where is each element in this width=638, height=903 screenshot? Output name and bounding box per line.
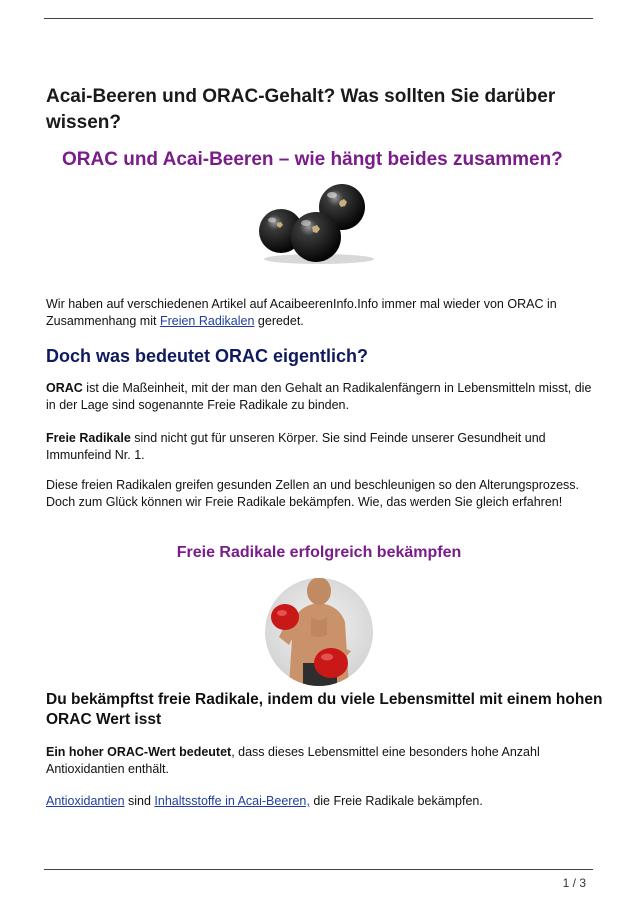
link-antioxidantien[interactable]: Antioxidantien: [46, 794, 125, 808]
page-number: 1 / 3: [562, 876, 586, 890]
aging-text-1: Diese freien Radikalen greifen gesunden Zellen an und beschleunigen so den Alterungsprozess.: [46, 478, 579, 492]
bottom-rule: [44, 869, 593, 870]
page-title: Acai-Beeren und ORAC-Gehalt? Was sollten Sie darüber wissen?: [46, 86, 556, 133]
intro-text-before: Wir haben auf verschiedenen Artikel auf AcaibeerenInfo.Info immer mal wieder von ORAC in Zusammenhang mit: [46, 297, 557, 328]
antioxidants-end: die Freie Radikale bekämpfen.: [309, 794, 483, 808]
intro-text-after: geredet.: [254, 314, 304, 328]
intro-paragraph: [46, 296, 594, 330]
subheading-fight: Freie Radikale erfolgreich bekämpfen: [176, 544, 462, 561]
link-inhaltsstoffe[interactable]: Inhaltsstoffe in Acai-Beeren,: [154, 794, 310, 808]
antioxidants-paragraph: [46, 793, 594, 810]
antioxidants-mid: sind: [124, 794, 155, 808]
high-orac-text: , dass dieses Lebensmittel eine besonders hohe Anzahl Antioxidantien enthält.: [46, 745, 540, 776]
high-orac-paragraph: [46, 744, 594, 778]
top-rule: [44, 18, 593, 19]
subheading-orac: ORAC und Acai-Beeren – wie hängt beides zusammen?: [62, 149, 563, 170]
orac-term: ORAC: [46, 381, 83, 395]
boxer-image: [259, 577, 379, 687]
glove-left: [271, 604, 299, 630]
link-freien-radikalen[interactable]: Freien Radikalen: [159, 314, 255, 328]
section-heading-orac-meaning: Doch was bedeutet ORAC eigentlich?: [46, 346, 369, 366]
aging-text-2: Doch zum Glück können wir Freie Radikale bekämpfen. Wie, das werden Sie gleich erfahren!: [46, 495, 563, 509]
orac-text: ist die Maßeinheit, mit der man den Gehalt an Radikalenfängern in Lebensmitteln misst, die in der Lage sind sogenannte Freie Radikale zu binden.: [46, 381, 592, 412]
glove-right: [314, 648, 348, 678]
radikale-term: Freie Radikale: [46, 431, 131, 445]
orac-definition: [46, 380, 594, 414]
aging-paragraph: [46, 477, 594, 511]
radikale-definition: [46, 430, 594, 464]
high-orac-term: Ein hoher ORAC-Wert bedeutet: [46, 745, 232, 759]
radikale-text: sind nicht gut für unseren Körper. Sie sind Feinde unserer Gesundheit und Immunfeind Nr. 1.: [46, 431, 546, 462]
acai-berries-image: [256, 183, 382, 265]
section-heading-high-orac: Du bekämpftst freie Radikale, indem du viele Lebensmittel mit einem hohen ORAC Wert isst: [46, 691, 603, 728]
berry-front: [291, 212, 341, 262]
boxer-head: [307, 577, 331, 605]
